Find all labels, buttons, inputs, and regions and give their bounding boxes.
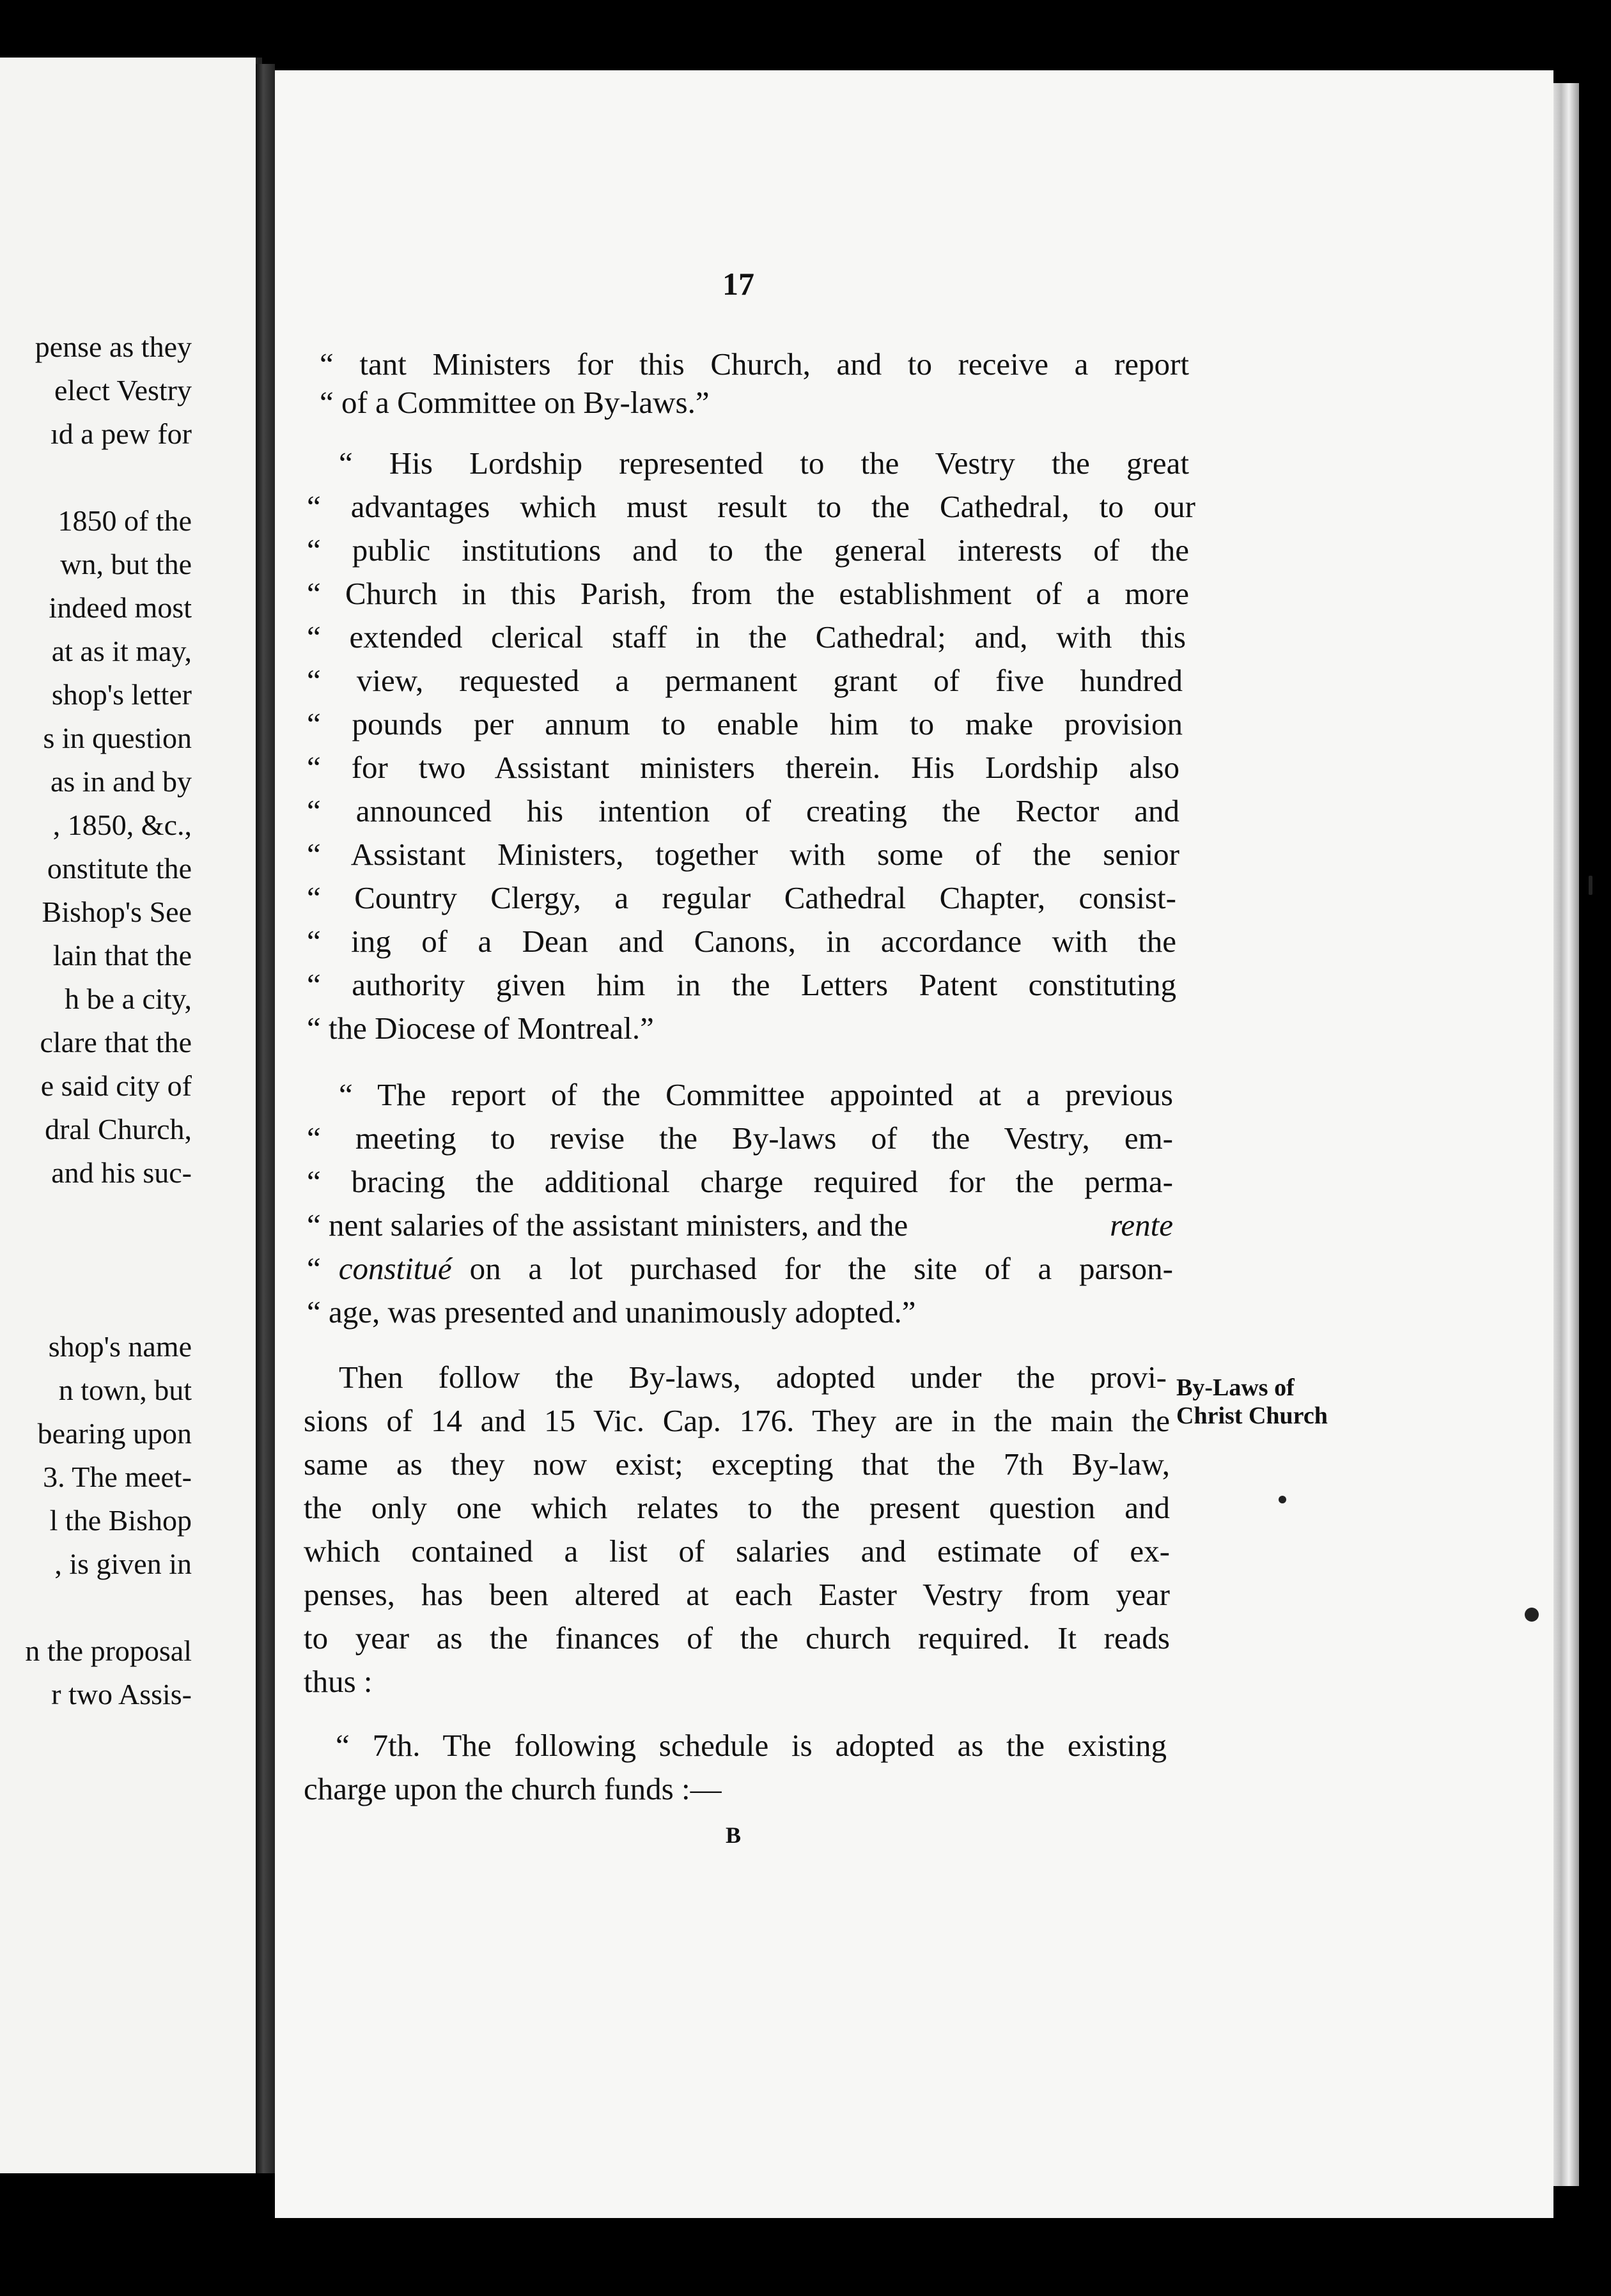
text-line: “ Assistant Ministers, together with some of the senior	[307, 837, 1179, 872]
text-segment: “	[307, 1251, 321, 1286]
page-number: 17	[722, 266, 754, 302]
previous-page-line: at as it may,	[51, 635, 192, 667]
previous-page-line: as in and by	[50, 765, 192, 798]
previous-page-line: clare that the	[40, 1026, 192, 1059]
ink-speck	[1525, 1608, 1539, 1622]
text-line: “ meeting to revise the By-laws of the Vestry, em-	[307, 1121, 1173, 1156]
previous-page-fragment	[0, 58, 262, 2173]
previous-page-line: Bishop's See	[42, 896, 192, 928]
previous-page-line: , is given in	[54, 1547, 192, 1580]
text-line: “ public institutions and to the general interests of the	[307, 532, 1189, 568]
text-line: “ view, requested a permanent grant of five hundred	[307, 663, 1183, 698]
text-line: the only one which relates to the present question and	[304, 1490, 1170, 1525]
italic-term: rente	[1110, 1207, 1173, 1243]
text-line: “ authority given him in the Letters Patent constituting	[307, 967, 1176, 1002]
text-line: Then follow the By-laws, adopted under the provi-	[339, 1360, 1167, 1395]
text-line: “ for two Assistant ministers therein. His Lordship also	[307, 750, 1179, 785]
text-line	[307, 1209, 1173, 1241]
previous-page-line: lain that the	[52, 939, 192, 972]
text-line: “ 7th. The following schedule is adopted as the existing	[336, 1728, 1167, 1763]
text-line: “ Church in this Parish, from the establishment of a more	[307, 576, 1189, 611]
signature-mark: B	[726, 1822, 742, 1848]
text-line: “ advantages which must result to the Cathedral, to our	[307, 489, 1195, 524]
text-line: “ The report of the Committee appointed at a previous	[339, 1077, 1173, 1112]
previous-page-line: 1850 of the	[58, 504, 192, 537]
margin-note-line: Christ Church	[1176, 1402, 1328, 1429]
text-line: “ age, was presented and unanimously adopted.”	[307, 1294, 916, 1330]
previous-page-line: pense as they	[35, 330, 192, 363]
previous-page-line: e said city of	[40, 1069, 192, 1102]
previous-page-line: n the proposal	[25, 1634, 192, 1667]
text-line: “ Country Clergy, a regular Cathedral Chapter, consist-	[307, 880, 1176, 915]
previous-page-line: wn, but the	[60, 548, 192, 580]
previous-page-line: shop's letter	[51, 678, 192, 711]
previous-page-line: and his suc-	[51, 1156, 192, 1189]
ink-speck	[1279, 1496, 1286, 1503]
text-line: “ His Lordship represented to the Vestry the great	[339, 446, 1189, 481]
text-line: charge upon the church funds :—	[304, 1771, 722, 1806]
previous-page-line: 3. The meet-	[43, 1461, 192, 1493]
text-line: “ announced his intention of creating the Rector and	[307, 793, 1179, 828]
margin-note-line: By-Laws of	[1176, 1374, 1295, 1401]
ink-speck	[1589, 876, 1592, 895]
text-line: “ pounds per annum to enable him to make provision	[307, 706, 1183, 741]
text-line: “ the Diocese of Montreal.”	[307, 1011, 654, 1046]
previous-page-line: onstitute the	[47, 852, 192, 885]
previous-page-line: s in question	[43, 722, 192, 754]
book-gutter	[256, 64, 275, 2173]
previous-page-line: r two Assis-	[51, 1678, 192, 1710]
text-line: to year as the finances of the church required. It reads	[304, 1620, 1170, 1656]
previous-page-line: dral Church,	[45, 1113, 192, 1145]
text-line: “ extended clerical staff in the Cathedral; and, with this	[307, 619, 1186, 655]
text-line: thus :	[304, 1664, 373, 1699]
previous-page-line: , 1850, &c.,	[52, 809, 192, 841]
previous-page-line: n town, but	[58, 1374, 192, 1406]
text-line: “ of a Committee on By-laws.”	[320, 385, 710, 420]
text-line: “ ing of a Dean and Canons, in accordance with the	[307, 924, 1176, 959]
previous-page-line: ıd a pew for	[51, 417, 192, 450]
text-line: same as they now exist; excepting that the 7th By-law,	[304, 1447, 1170, 1482]
page-edge	[1553, 83, 1579, 2186]
previous-page-line: h be a city,	[65, 982, 192, 1015]
previous-page-line: elect Vestry	[54, 374, 192, 407]
text-line: “ bracing the additional charge required for the perma-	[307, 1164, 1173, 1199]
text-segment: on a lot purchased for the site of a parson-	[469, 1251, 1173, 1286]
text-line: which contained a list of salaries and estimate of ex-	[304, 1533, 1170, 1569]
text-line: sions of 14 and 15 Vic. Cap. 176. They are in the main the	[304, 1403, 1170, 1438]
previous-page-line: indeed most	[49, 591, 192, 624]
text-line	[307, 1253, 1173, 1284]
previous-page-line: l the Bishop	[49, 1504, 192, 1537]
text-line: “ tant Ministers for this Church, and to receive a report	[320, 346, 1189, 382]
previous-page-line: shop's name	[48, 1330, 192, 1363]
previous-page-line: bearing upon	[37, 1417, 192, 1450]
margin-note	[1176, 1374, 1328, 1430]
italic-term: constitué	[338, 1251, 452, 1286]
text-segment: “ nent salaries of the assistant ministers, and the	[307, 1207, 908, 1243]
text-line: penses, has been altered at each Easter Vestry from year	[304, 1577, 1170, 1612]
